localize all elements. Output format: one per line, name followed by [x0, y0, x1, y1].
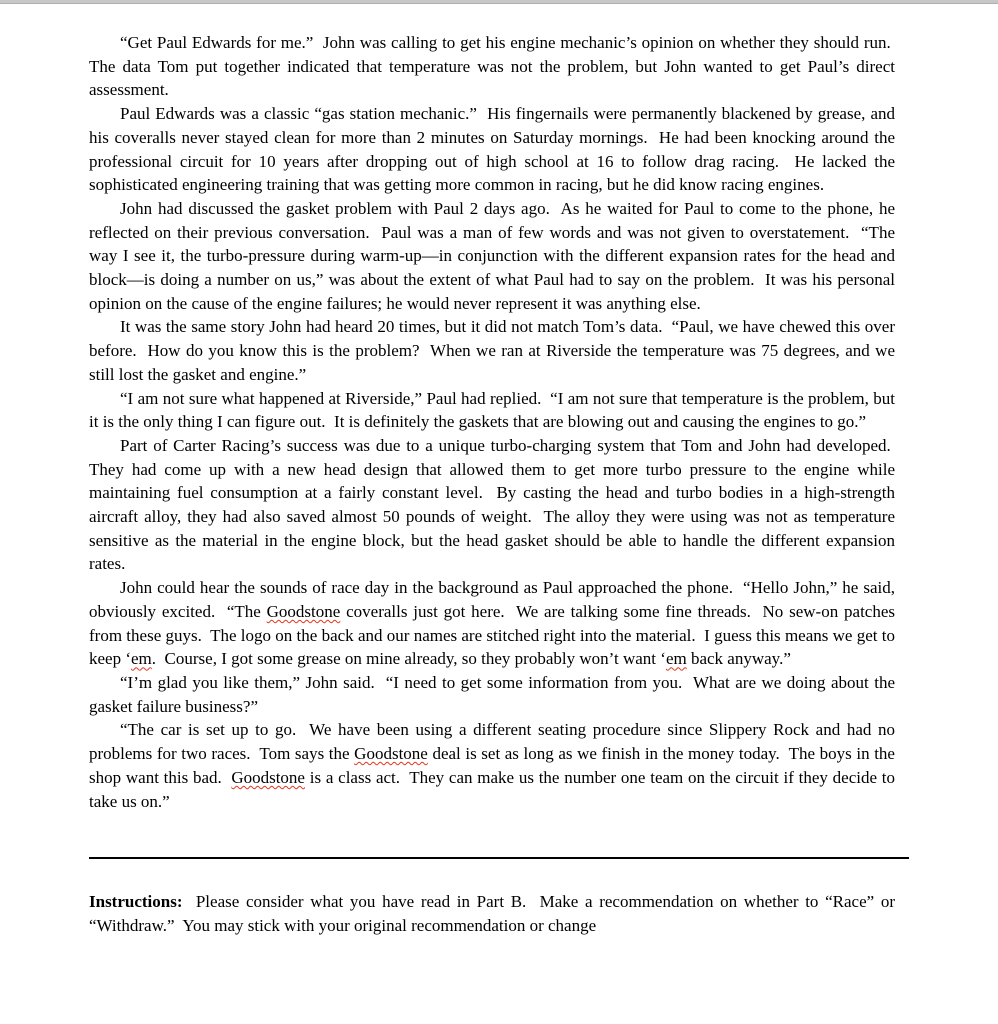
- text-run: . Course, I got some grease on mine already, so they probably won’t want ‘: [151, 649, 666, 669]
- paragraph: [89, 718, 895, 813]
- bold-label: Instructions:: [89, 892, 183, 912]
- paragraph: [89, 387, 895, 434]
- paragraph: [89, 671, 895, 718]
- paragraph: [89, 31, 895, 102]
- section-divider: [89, 857, 909, 859]
- text-run: Part of Carter Racing’s success was due to a unique turbo-charging system that Tom and John had developed. They had come up with a new head design that allowed them to get more turbo pressure to the engine while maintaining fuel consumption at a fairly constant level. By casting the head and turbo bodies in a high-strength aircraft alloy, they had also saved almost 50 pounds of weight. The alloy they were using was not as temperature sensitive as the material in the engine block, but the head gasket should be able to handle the different expansion rates.: [89, 435, 895, 574]
- text-run: deal is set as long as we finish in the money today. The boys in the shop want this bad.: [89, 744, 895, 787]
- misspelled-word: Goodstone: [231, 767, 305, 787]
- paragraph: [89, 315, 895, 386]
- misspelled-word: em: [665, 649, 687, 669]
- document-body: [89, 31, 895, 813]
- text-run: “The car is set up to go. We have been using a different seating procedure since Slippery Rock and had no problems for two races. Tom says the: [89, 720, 895, 764]
- misspelled-word: em: [131, 649, 152, 669]
- instructions-paragraph: [89, 890, 895, 937]
- text-run: John could hear the sounds of race day in the background as Paul approached the phone. “Hello John,” he said, obviously excited. “The: [89, 578, 895, 621]
- misspelled-word: Goodstone: [266, 601, 341, 621]
- text-run: back anyway.”: [686, 649, 791, 669]
- text-run: Please consider what you have read in Part B. Make a recommendation on whether to “Race” or “Withdraw.” You may stick with your original recommendation or change: [89, 892, 895, 935]
- text-run: is a class act. They can make us the number one team on the circuit if they decide to take us on.”: [89, 767, 895, 811]
- misspelled-word: Goodstone: [354, 744, 428, 764]
- text-run: coveralls just got here. We are talking some fine threads. No sew-on patches from these guys. The logo on the back and our names are stitched right into the material. I guess this means we get to keep ‘: [89, 601, 896, 669]
- document-content: [0, 4, 998, 938]
- text-run: “I am not sure what happened at Riverside,” Paul had replied. “I am not sure that temperature is the problem, but it is the only thing I can figure out. It is definitely the gaskets that are blowing out and causing the engines to go.”: [89, 388, 895, 432]
- text-run: John had discussed the gasket problem with Paul 2 days ago. As he waited for Paul to come to the phone, he reflected on their previous conversation. Paul was a man of few words and was not given to overstatement. “The way I see it, the turbo-pressure during warm-up—in conjunction with the different expansion rates for the head and block—is doing a number on us,” was about the extent of what Paul had to say on the problem. It was his personal opinion on the cause of the engine failures; he would never represent it was anything else.: [89, 198, 895, 313]
- text-run: “I’m glad you like them,” John said. “I need to get some information from you. What are we doing about the gasket failure business?”: [89, 672, 895, 716]
- paragraph: [89, 434, 895, 576]
- paragraph: [89, 197, 895, 316]
- text-run: Paul Edwards was a classic “gas station mechanic.” His fingernails were permanently blackened by grease, and his coveralls never stayed clean for more than 2 minutes on Saturday mornings. He had been knocking around the professional circuit for 10 years after dropping out of high school at 16 to follow drag racing. He lacked the sophisticated engineering training that was getting more common in racing, but he did know racing engines.: [89, 104, 895, 195]
- text-run: “Get Paul Edwards for me.” John was calling to get his engine mechanic’s opinion on whether they should run. The data Tom put together indicated that temperature was not the problem, but John wanted to get Paul’s direct assessment.: [89, 33, 895, 100]
- paragraph: [89, 576, 895, 671]
- text-run: It was the same story John had heard 20 times, but it did not match Tom’s data. “Paul, we have chewed this over before. How do you know this is the problem? When we ran at Riverside the temperature was 75 degrees, and we still lost the gasket and engine.”: [89, 317, 895, 384]
- paragraph: [89, 102, 895, 197]
